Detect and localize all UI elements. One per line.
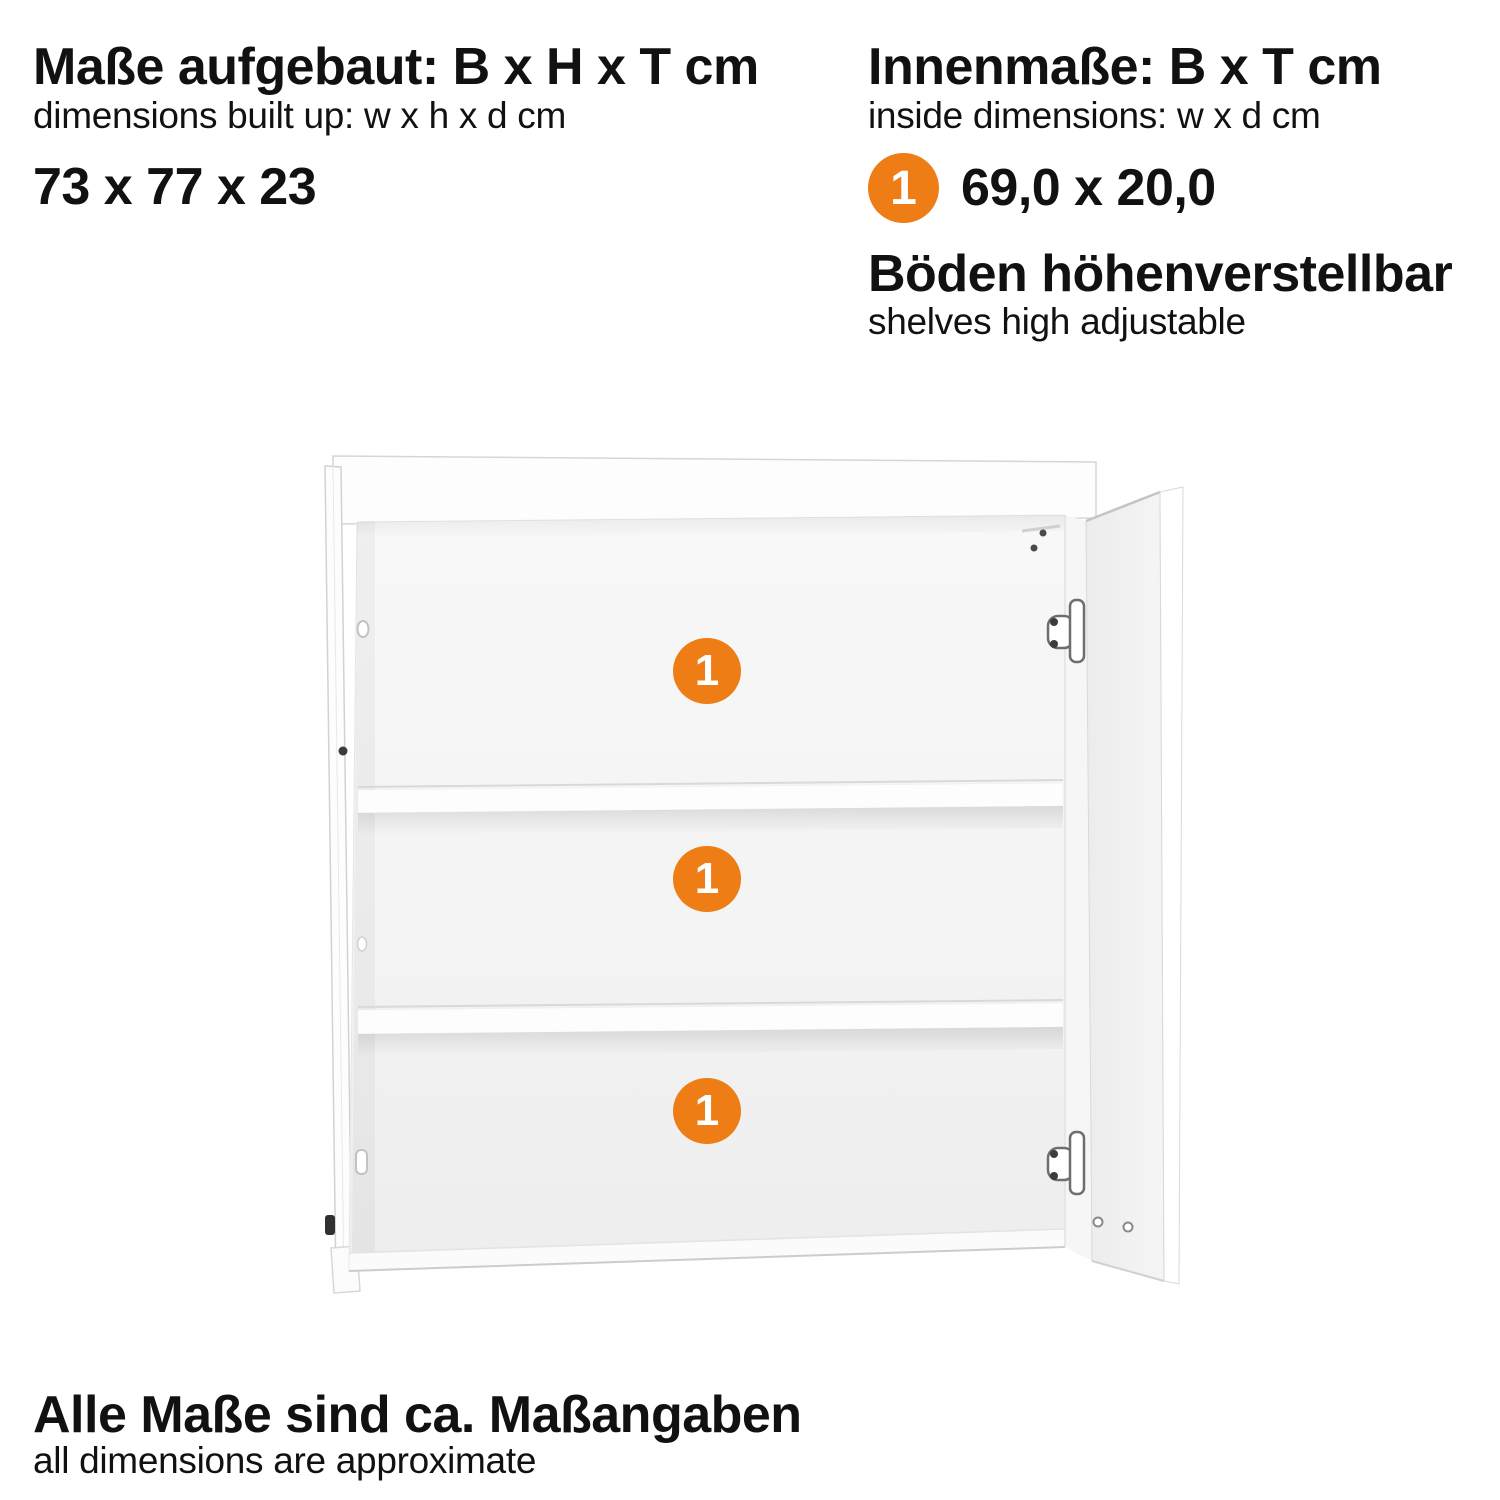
outer-dimensions-subtitle: dimensions built up: w x h x d cm [33,95,566,136]
diagram-marker: 1 [673,1078,741,1144]
inner-dimensions-value: 69,0 x 20,0 [961,158,1216,217]
legend-marker-badge: 1 [868,153,939,223]
inner-dimensions-subtitle: inside dimensions: w x d cm [868,95,1321,136]
shelves-note-title: Böden höhenverstellbar [868,245,1453,303]
cabinet-top-panel [333,456,1096,524]
outer-dimensions-title: Maße aufgebaut: B x H x T cm [33,38,759,96]
shelves-note-subtitle: shelves high adjustable [868,301,1246,342]
disclaimer-subtitle: all dimensions are approximate [33,1440,537,1481]
disclaimer-title: Alle Maße sind ca. Maßangaben [33,1386,802,1444]
outer-dimensions-value: 73 x 77 x 23 [33,158,317,216]
diagram-marker: 1 [673,638,741,704]
cabinet-open-door [1086,487,1183,1284]
diagram-marker: 1 [673,846,741,912]
hinge-pin-icon [325,1215,335,1235]
inner-dimensions-title: Innenmaße: B x T cm [868,38,1382,96]
